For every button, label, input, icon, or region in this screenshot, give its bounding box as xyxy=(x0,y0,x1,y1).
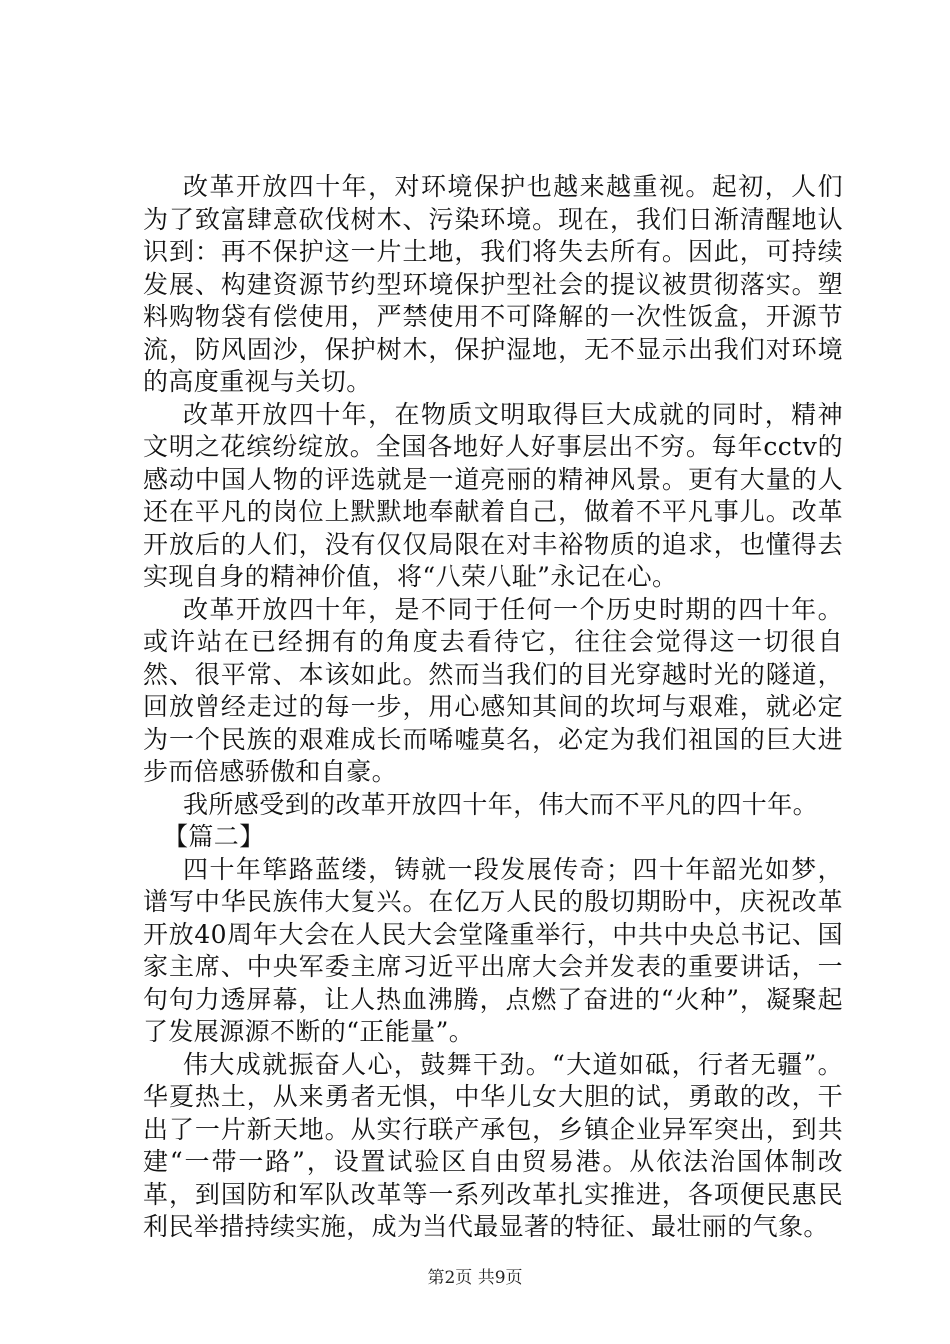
paragraph-spiritual-civilization: 改革开放四十年，在物质文明取得巨大成就的同时，精神文明之花缤纷绽放。全国各地好人好事层出不穷。每年cctv的感动中国人物的评选就是一道亮丽的精神风景。更有大量的人还在平凡的岗位上默默地奉献着自己，做着不平凡事儿。改革开放后的人们，没有仅仅局限在对丰裕物质的追求，也懂得去实现自身的精神价值，将“八荣八耻”永记在心。 xyxy=(143,399,843,591)
document-body xyxy=(143,171,843,1244)
paragraph-achievements: 伟大成就振奋人心，鼓舞干劲。“大道如砥，行者无疆”。华夏热土，从来勇者无惧，中华儿女大胆的试，勇敢的改，干出了一片新天地。从实行联产承包，乡镇企业异军突出，到共建“一带一路”，设置试验区自由贸易港。从依法治国体制改革，到国防和军队改革等一系列改革扎实推进，各项便民惠民利民举措持续实施，成为当代最显著的特征、最壮丽的气象。 xyxy=(143,1049,843,1241)
paragraph-forty-years: 改革开放四十年，是不同于任何一个历史时期的四十年。或许站在已经拥有的角度去看待它，往往会觉得这一切很自然、很平常、本该如此。然而当我们的目光穿越时光的隧道，回放曾经走过的每一步，用心感知其间的坎坷与艰难，就必定为一个民族的艰难成长而唏嘘莫名，必定为我们祖国的巨大进步而倍感骄傲和自豪。 xyxy=(143,594,843,786)
paragraph-anniversary-conference: 四十年筚路蓝缕，铸就一段发展传奇；四十年韶光如梦，谱写中华民族伟大复兴。在亿万人民的殷切期盼中，庆祝改革开放40周年大会在人民大会堂隆重举行，中共中央总书记、国家主席、中央军委主席习近平出席大会并发表的重要讲话，一句句力透屏幕，让人热血沸腾，点燃了奋进的“火种”，凝聚起了发展源源不断的“正能量”。 xyxy=(143,854,843,1046)
page-number-footer: 第2页 共9页 xyxy=(427,1268,523,1288)
paragraph-environment: 改革开放四十年，对环境保护也越来越重视。起初，人们为了致富肆意砍伐树木、污染环境。现在，我们日渐清醒地认识到：再不保护这一片土地，我们将失去所有。因此，可持续发展、构建资源节约型环境保护型社会的提议被贯彻落实。塑料购物袋有偿使用，严禁使用不可降解的一次性饭盒，开源节流，防风固沙，保护树木，保护湿地，无不显示出我们对环境的高度重视与关切。 xyxy=(143,172,843,396)
section-heading: 【篇二】 xyxy=(163,822,265,851)
paragraph-summary: 我所感受到的改革开放四十年，伟大而不平凡的四十年。 xyxy=(183,789,819,819)
